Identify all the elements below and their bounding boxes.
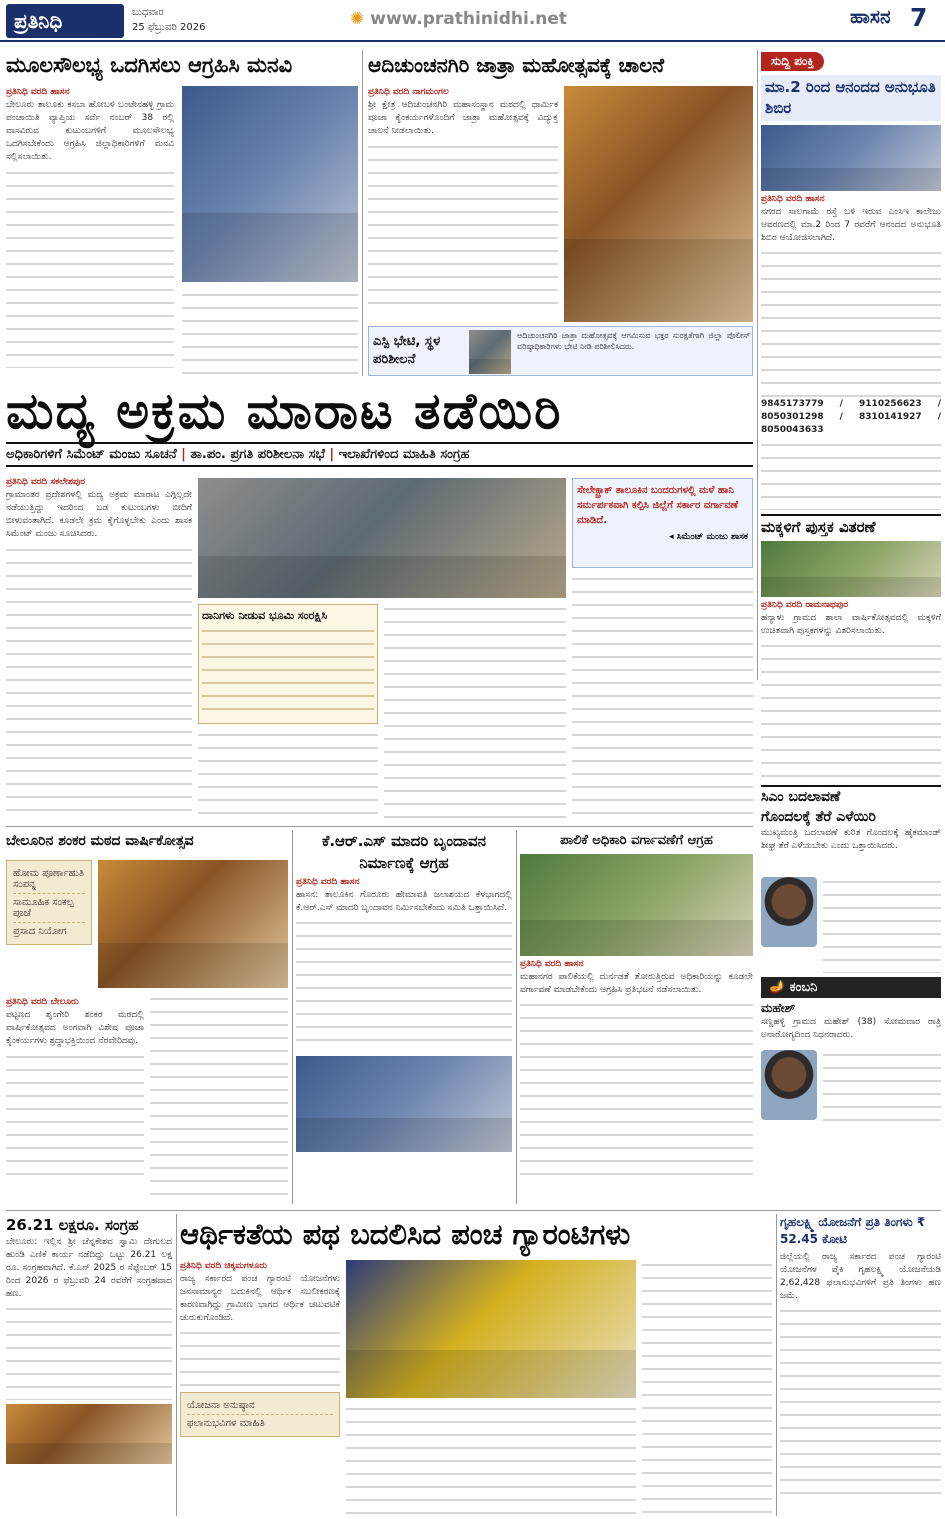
lead-body-text: [572, 574, 753, 818]
obituary-body-text: [823, 1050, 941, 1124]
books-photo: [761, 541, 941, 597]
article-byline: ಪ್ರತಿನಿಧಿ ವರದಿ ಹಾಸನ: [296, 877, 360, 887]
meeting-photo: [198, 478, 566, 598]
website-url[interactable]: ✺ www.prathinidhi.net: [350, 9, 568, 29]
highlight-item: ಪ್ರಸಾದ ನಿಯೋಗ: [13, 926, 67, 937]
quote-box: [572, 478, 753, 568]
obituary-lead: ಸಣ್ಣಹಳ್ಳಿ ಗ್ರಾಮದ ಮಹೇಶ್ (38) ಸೋಮವಾರ ರಾತ್ರಿ ಅನಾರೋಗ್ಯದಿಂದ ನಿಧನರಾದರು.: [761, 1017, 941, 1040]
article-body-text: [520, 1000, 753, 1180]
lead-story-banner: [6, 382, 753, 472]
edition-place: ಹಾಸನ: [850, 6, 891, 28]
camp-byline: ಪ್ರತಿನಿಧಿ ವರದಿ ಹಾಸನ: [761, 194, 825, 204]
article-lead: ಶ್ರೀ ಕ್ಷೇತ್ರ ಆದಿಚುಂಚನಗಿರಿ ಮಹಾಸಂಸ್ಥಾನ ಮಠದಲ್ಲಿ ಧಾರ್ಮಿಕ ಪೂಜಾ ಕೈಂಕರ್ಯಗಳೊಂದಿಗೆ ಜಾತ್ರಾ ಮಹೋತ್ಸವಕ್ಕೆ ವಿದ್ಯುಕ್ತ ಚಾಲನೆ ನೀಡಲಾಯಿತು.: [368, 100, 558, 136]
sidebar-headline-books: ಮಕ್ಕಳಿಗೆ ಪುಸ್ತಕ ವಿತರಣೆ: [761, 514, 941, 538]
article-photo: [564, 86, 753, 322]
sp-visit-box: [368, 326, 753, 376]
subheadline-2: ತಾ.ಪಂ. ಪ್ರಗತಿ ಪರಿಶೀಲನಾ ಸಭೆ: [190, 447, 325, 462]
cm-lead: ಮುಖ್ಯಮಂತ್ರಿ ಬದಲಾವಣೆ ಕುರಿತ ಗೊಂದಲಕ್ಕೆ ಹೈಕಮಾಂಡ್ ಶೀಘ್ರ ತೆರೆ ಎಳೆಯಬೇಕು ಎಂದು ಒತ್ತಾಯಿಸಿದರು.: [761, 828, 941, 851]
quote-text: ಸೇಲೇಕ್ಟ್ರಾಕ್ ತಾಲೂಕಿನ ಬಂದರುಗಳಲ್ಲಿ ಮಳೆ ಹಾನಿ ಸರ್ಮರ್ಪಕವಾಗಿ ಕಲ್ಪಿಸಿ ಜಿಲ್ಲೆಗೆ ಸರ್ಕಾರ ವರ್ಗಾವಣೆ ಮಾಡಿದೆ.: [577, 485, 739, 526]
masthead: [0, 0, 945, 42]
article-body-text: [6, 1052, 144, 1178]
article-brindavan: [296, 830, 512, 1204]
quote-author: ◂ ಸಿಮೆಂಟ್ ಮಂಜು ಶಾಸಕ: [669, 532, 748, 542]
lead-body-text: [198, 730, 378, 818]
article-body-text: [296, 918, 512, 1052]
date-block: [132, 5, 205, 35]
article-lead: ಬೇಲೂರು ತಾಲೂಕು ಕಸಬಾ ಹೋಬಳಿ ಬಂಟೇನಹಳ್ಳಿ ಗ್ರಾಮ ಪಂಚಾಯಿತಿ ವ್ಯಾಪ್ತಿಯ ಸರ್ವೆ ನಂಬರ್ 38 ರಲ್ಲಿ ವಾಸವಿರುವ ಕುಟುಂಬಗಳಿಗೆ ಮೂಲಸೌಲಭ್ಯ ಒದಗಿಸಬೇಕೆಂದು ಆಗ್ರಹಿಸಿ ಜಿಲ್ಲಾಧಿಕಾರಿಗಳಿಗೆ ಮನವಿ ಸಲ್ಲಿಸಲಾಯಿತು.: [6, 100, 174, 162]
article-jatra: [368, 50, 753, 376]
lead-body-text: [6, 545, 192, 815]
lead-body-text: [384, 604, 566, 818]
article-headline: ಪಾಲಿಕೆ ಅಧಿಕಾರಿ ವರ್ಗಾವಣೆಗೆ ಆಗ್ರಹ: [560, 833, 713, 848]
sidebar-tag: ಸುದ್ದಿ ಪಂಕ್ತಿ: [761, 52, 824, 71]
lead-text: ಗ್ರಾಮಾಂತರ ಪ್ರದೇಶಗಳಲ್ಲಿ ಮದ್ಯ ಅಕ್ರಮ ಮಾರಾಟ ಎಗ್ಗಿಲ್ಲದೇ ನಡೆಯುತ್ತಿದ್ದು ಇದರಿಂದ ಬಡ ಕುಟುಂಬಗಳು ಬೀದಿಗೆ ಬೀಳುವಂತಾಗಿದೆ. ಕೂಡಲೇ ಕ್ರಮ ಕೈಗೊಳ್ಳಬೇಕು ಎಂದು ಶಾಸಕ ಸಿಮೆಂಟ್ ಮಂಜು ಸೂಚಿಸಿದರು.: [6, 490, 192, 539]
column-divider: [516, 830, 517, 1204]
article-byline: ಪ್ರತಿನಿಧಿ ವರದಿ ಚಿಕ್ಕಮಗಳೂರು: [180, 1261, 268, 1271]
cm-change-tag: ಸಿಎಂ ಬದಲಾವಣೆ: [761, 785, 941, 807]
books-body-text: [761, 641, 941, 781]
obituary-name: ಮಹೇಶ್: [761, 1001, 796, 1015]
article-gruhalakshmi: [780, 1214, 941, 1516]
article-lead: ಹಾಸನ: ತಾಲೂಕಿನ ಗೊರೂರು ಹೇಮಾವತಿ ಜಲಾಶಯದ ಕೆಳಭಾಗದಲ್ಲಿ ಕೆ.ಆರ್.ಎಸ್ ಮಾದರಿ ಬೃಂದಾವನ ನಿರ್ಮಿಸಬೇಕೆಂದು ಸಮಿತಿ ಒತ್ತಾಯಿಸಿದೆ.: [296, 890, 512, 913]
highlight-item: ಸಾಮೂಹಿಕ ಸಂಕಲ್ಪ ಪೂಜೆ: [13, 894, 85, 923]
subheadline-3: ಇಲಾಖೆಗಳಿಂದ ಮಾಹಿತಿ ಸಂಗ್ರಹ: [338, 447, 470, 462]
lead-story-body: [6, 474, 753, 820]
article-lead: ರಾಜ್ಯ ಸರ್ಕಾರದ ಪಂಚ ಗ್ಯಾರಂಟಿ ಯೋಜನೆಗಳು ಜನಸಾಮಾನ್ಯರ ಬದುಕಿನಲ್ಲಿ ಆರ್ಥಿಕ ಸಬಲೀಕರಣಕ್ಕೆ ಕಾರಣವಾಗಿದ್ದು ಗ್ರಾಮೀಣ ಭಾಗದ ಆರ್ಥಿಕ ಚಟುವಟಿಕೆ ಚುರುಕುಗೊಂಡಿದೆ.: [180, 1274, 340, 1323]
obituary-photo: [761, 1050, 817, 1120]
article-lead: ಪಟ್ಟಣದ ಶೃಂಗೇರಿ ಶಂಕರ ಮಠದಲ್ಲಿ ವಾರ್ಷಿಕೋತ್ಸವದ ಅಂಗವಾಗಿ ವಿಶೇಷ ಪೂಜಾ ಕೈಂಕರ್ಯಗಳು ಶ್ರದ್ಧಾಭಕ್ತಿಯಿಂದ ನೆರವೇರಿದವು.: [6, 1010, 144, 1046]
article-byline: ಪ್ರತಿನಿಧಿ ವರದಿ ನಾಗಮಂಗಲ: [368, 87, 449, 97]
article-headline: ಆದಿಚುಂಚನಗಿರಿ ಜಾತ್ರಾ ಮಹೋತ್ಸವಕ್ಕೆ ಚಾಲನೆ: [368, 53, 665, 77]
camp-phone-numbers: 9845173779 / 9110256623 / 8050301298 / 8310141927 / 8050043633: [761, 399, 941, 435]
sun-icon: ✺: [350, 9, 365, 29]
books-byline: ಪ್ರತಿನಿಧಿ ವರದಿ ರಾಮನಾಥಪುರ: [761, 600, 848, 610]
article-shankara-matha: [6, 830, 288, 1204]
article-headline: ಮೂಲಸೌಲಭ್ಯ ಒದಗಿಸಲು ಆಗ್ರಹಿಸಿ ಮನವಿ: [6, 53, 293, 77]
highlights-box: [180, 1392, 340, 1437]
highlights-box: [6, 860, 92, 945]
article-body-text: [346, 1404, 636, 1514]
sp-visit-text: ಆದಿಚುಂಚನಗಿರಿ ಜಾತ್ರಾ ಮಹೋತ್ಸವಕ್ಕೆ ಆಗಮಿಸುವ ಭಕ್ತರ ಸುರಕ್ಷತೆಗಾಗಿ ಜಿಲ್ಲಾ ಪೊಲೀಸ್ ವರಿಷ್ಠಾಧಿಕಾರಿಗಳು ಭೇಟಿ ನೀಡಿ ಪರಿಶೀಲಿಸಿದರು.: [517, 331, 750, 351]
article-photo: [6, 1404, 172, 1464]
sidebar-headline-camp: ಮಾ.2 ರಿಂದ ಆನಂದದ ಅನುಭೂತಿ ಶಿಬಿರ: [761, 75, 941, 121]
article-photo: [296, 1056, 512, 1152]
article-body-text: [368, 142, 558, 307]
highlight-item: ಹೋಮ ಪೂರ್ಣಾಹುತಿ ಸಂಪನ್ನ: [13, 865, 85, 894]
article-body-text: [180, 1328, 340, 1388]
newspaper-logo: ಪ್ರತಿನಿಧಿ: [6, 4, 124, 38]
column-divider: [776, 1214, 777, 1516]
books-lead: ಹನ್ಯಾಳು ಗ್ರಾಮದ ಶಾಲಾ ವಾರ್ಷಿಕೋತ್ಸವದಲ್ಲಿ ಮಕ್ಕಳಿಗೆ ಉಚಿತವಾಗಿ ಪುಸ್ತಕಗಳನ್ನು ವಿತರಿಸಲಾಯಿತು.: [761, 613, 941, 636]
article-guarantees: [180, 1214, 772, 1516]
lead-byline: ಪ್ರತಿನಿಧಿ ವರದಿ ಸಕಲೇಶಪುರ: [6, 477, 86, 487]
article-body-text: [182, 290, 358, 374]
article-photo: [346, 1260, 636, 1398]
article-body-text: [6, 168, 174, 368]
camp-body-text: [761, 248, 941, 398]
article-hundi-collection: [6, 1214, 172, 1516]
article-photo: [98, 860, 288, 988]
column-divider: [362, 50, 363, 376]
article-body-text: [780, 1306, 941, 1496]
section-divider: [6, 826, 753, 827]
article-headline: ಗೃಹಲಕ್ಷ್ಮಿ ಯೋಜನೆಗೆ ಪ್ರತಿ ತಿಂಗಳು ₹ 52.45 ಕೋಟಿ: [780, 1215, 926, 1246]
article-lead: ಜಿಲ್ಲೆಯಲ್ಲಿ ರಾಜ್ಯ ಸರ್ಕಾರದ ಪಂಚ ಗ್ಯಾರಂಟಿ ಯೋಜನೆಗಳ ಪೈಕಿ ಗೃಹಲಕ್ಷ್ಮಿ ಯೋಜನೆಯಡಿ 2,62,428 ಫಲಾನುಭವಿಗಳಿಗೆ ಪ್ರತಿ ತಿಂಗಳು ಹಣ ಜಮೆ.: [780, 1252, 941, 1301]
article-lead: ಬೇಲೂರು: ಇಲ್ಲಿನ ಶ್ರೀ ಚೆನ್ನಕೇಶವ ಸ್ವಾಮಿ ದೇಗುಲದ ಹುಂಡಿ ಎಣಿಕೆ ಕಾರ್ಯ ನಡೆದಿದ್ದು ಒಟ್ಟು 26.21 ಲಕ್ಷ ರೂ. ಸಂಗ್ರಹವಾಗಿದೆ. ಕೆ.ಎನ್ 2025 ರ ಸೆಪ್ಟೆಂಬರ್ 15 ರಿಂದ 2026 ರ ಫೆಬ್ರುವರಿ 24 ರವರೆಗೆ ಸಂಗ್ರಹವಾದ ಹಣ.: [6, 1237, 172, 1299]
camp-lead: ನಗರದ ಸಾಲಗಾಮೆ ರಸ್ತೆ ಬಳಿ ಇರುವ ಎಂಸಿಇ ಕಾಲೇಜು ಆವರಣದಲ್ಲಿ ಮಾ.2 ರಿಂದ 7 ರವರೆಗೆ ಆನಂದದ ಅನುಭೂತಿ ಶಿಬಿರ ಆಯೋಜಿಸಲಾಗಿದೆ.: [761, 207, 941, 243]
sp-visit-headline: ಎಸ್ಪಿ ಭೇಟಿ, ಸ್ಥಳ ಪರಿಶೀಲನೆ: [373, 334, 441, 367]
article-headline: ಆರ್ಥಿಕತೆಯ ಪಥ ಬದಲಿಸಿದ ಪಂಚ ಗ್ಯಾರಂಟಿಗಳು: [180, 1217, 631, 1251]
section-divider: [6, 1210, 941, 1211]
sidebar: [761, 50, 941, 1210]
page-number: 7: [910, 3, 928, 32]
column-divider: [757, 50, 758, 680]
date: 25 ಫೆಬ್ರುವರಿ 2026: [132, 22, 206, 33]
article-photo: [182, 86, 358, 282]
lead-subheadlines: ಅಧಿಕಾರಿಗಳಿಗೆ ಸಿಮೆಂಟ್ ಮಂಜು ಸೂಚನೆ | ತಾ.ಪಂ. ಪ್ರಗತಿ ಪರಿಶೀಲನಾ ಸಭೆ | ಇಲಾಖೆಗಳಿಂದ ಮಾಹಿತಿ ಸಂಗ್ರಹ: [6, 442, 753, 467]
weekday: ಬುಧವಾರ: [132, 7, 164, 18]
column-divider: [292, 830, 293, 1204]
highlight-item: ಫಲಾನುಭವಿಗಳ ಮಾಹಿತಿ: [187, 1418, 265, 1429]
land-protection-box: [198, 604, 378, 724]
sp-photo: [469, 330, 511, 374]
article-basic-facilities: [6, 50, 358, 376]
column-divider: [176, 1214, 177, 1516]
article-corporation-officer: [520, 830, 753, 1204]
camp-photo: [761, 125, 941, 191]
subheadline-1: ಅಧಿಕಾರಿಗಳಿಗೆ ಸಿಮೆಂಟ್ ಮಂಜು ಸೂಚನೆ: [6, 447, 177, 462]
article-headline: ಬೇಲೂರಿನ ಶಂಕರ ಮಠದ ವಾರ್ಷಿಕೋತ್ಸವ: [6, 833, 194, 849]
article-body-text: [150, 994, 288, 1200]
obituary-tag: 🪔 ಕಂಬನಿ: [761, 977, 941, 998]
article-body-text: [642, 1260, 772, 1514]
land-protection-headline: ದಾನಿಗಳು ನೀಡುವ ಭೂಮಿ ಸಂರಕ್ಷಿಸಿ: [202, 609, 328, 622]
camp-body-text: [761, 440, 941, 510]
article-body-text: [6, 1304, 172, 1400]
lamp-icon: 🪔: [769, 980, 790, 995]
land-protection-text: [202, 626, 374, 718]
article-headline: 26.21 ಲಕ್ಷರೂ. ಸಂಗ್ರಹ: [6, 1216, 139, 1234]
cm-body-text: [823, 877, 941, 973]
sidebar-headline-cm: ಗೊಂದಲಕ್ಕೆ ತೆರೆ ಎಳೆಯಿರಿ: [761, 809, 876, 825]
highlight-item: ಯೋಜನಾ ಅನುಷ್ಠಾನ: [187, 1397, 333, 1415]
article-headline: ಕೆ.ಆರ್.ಎಸ್ ಮಾದರಿ ಬೃಂದಾವನ ನಿರ್ಮಾಣಕ್ಕೆ ಆಗ್ರಹ: [322, 832, 486, 872]
lead-headline: ಮದ್ಯ ಅಕ್ರಮ ಮಾರಾಟ ತಡೆಯಿರಿ: [6, 382, 563, 440]
article-byline: ಪ್ರತಿನಿಧಿ ವರದಿ ಹಾಸನ: [520, 959, 584, 969]
article-byline: ಪ್ರತಿನಿಧಿ ವರದಿ ಬೇಲೂರು: [6, 997, 79, 1007]
article-lead: ಮಹಾನಗರ ಪಾಲಿಕೆಯಲ್ಲಿ ದುರ್ನಡತೆ ತೋರುತ್ತಿರುವ ಅಧಿಕಾರಿಯನ್ನು ಕೂಡಲೇ ವರ್ಗಾವಣೆ ಮಾಡಬೇಕೆಂದು ಆಗ್ರಹಿಸಿ ಪ್ರತಿಭಟನೆ ನಡೆಸಲಾಯಿತು.: [520, 972, 753, 995]
politician-photo: [761, 877, 817, 947]
article-byline: ಪ್ರತಿನಿಧಿ ವರದಿ ಹಾಸನ: [6, 87, 70, 97]
article-photo: [520, 854, 753, 956]
